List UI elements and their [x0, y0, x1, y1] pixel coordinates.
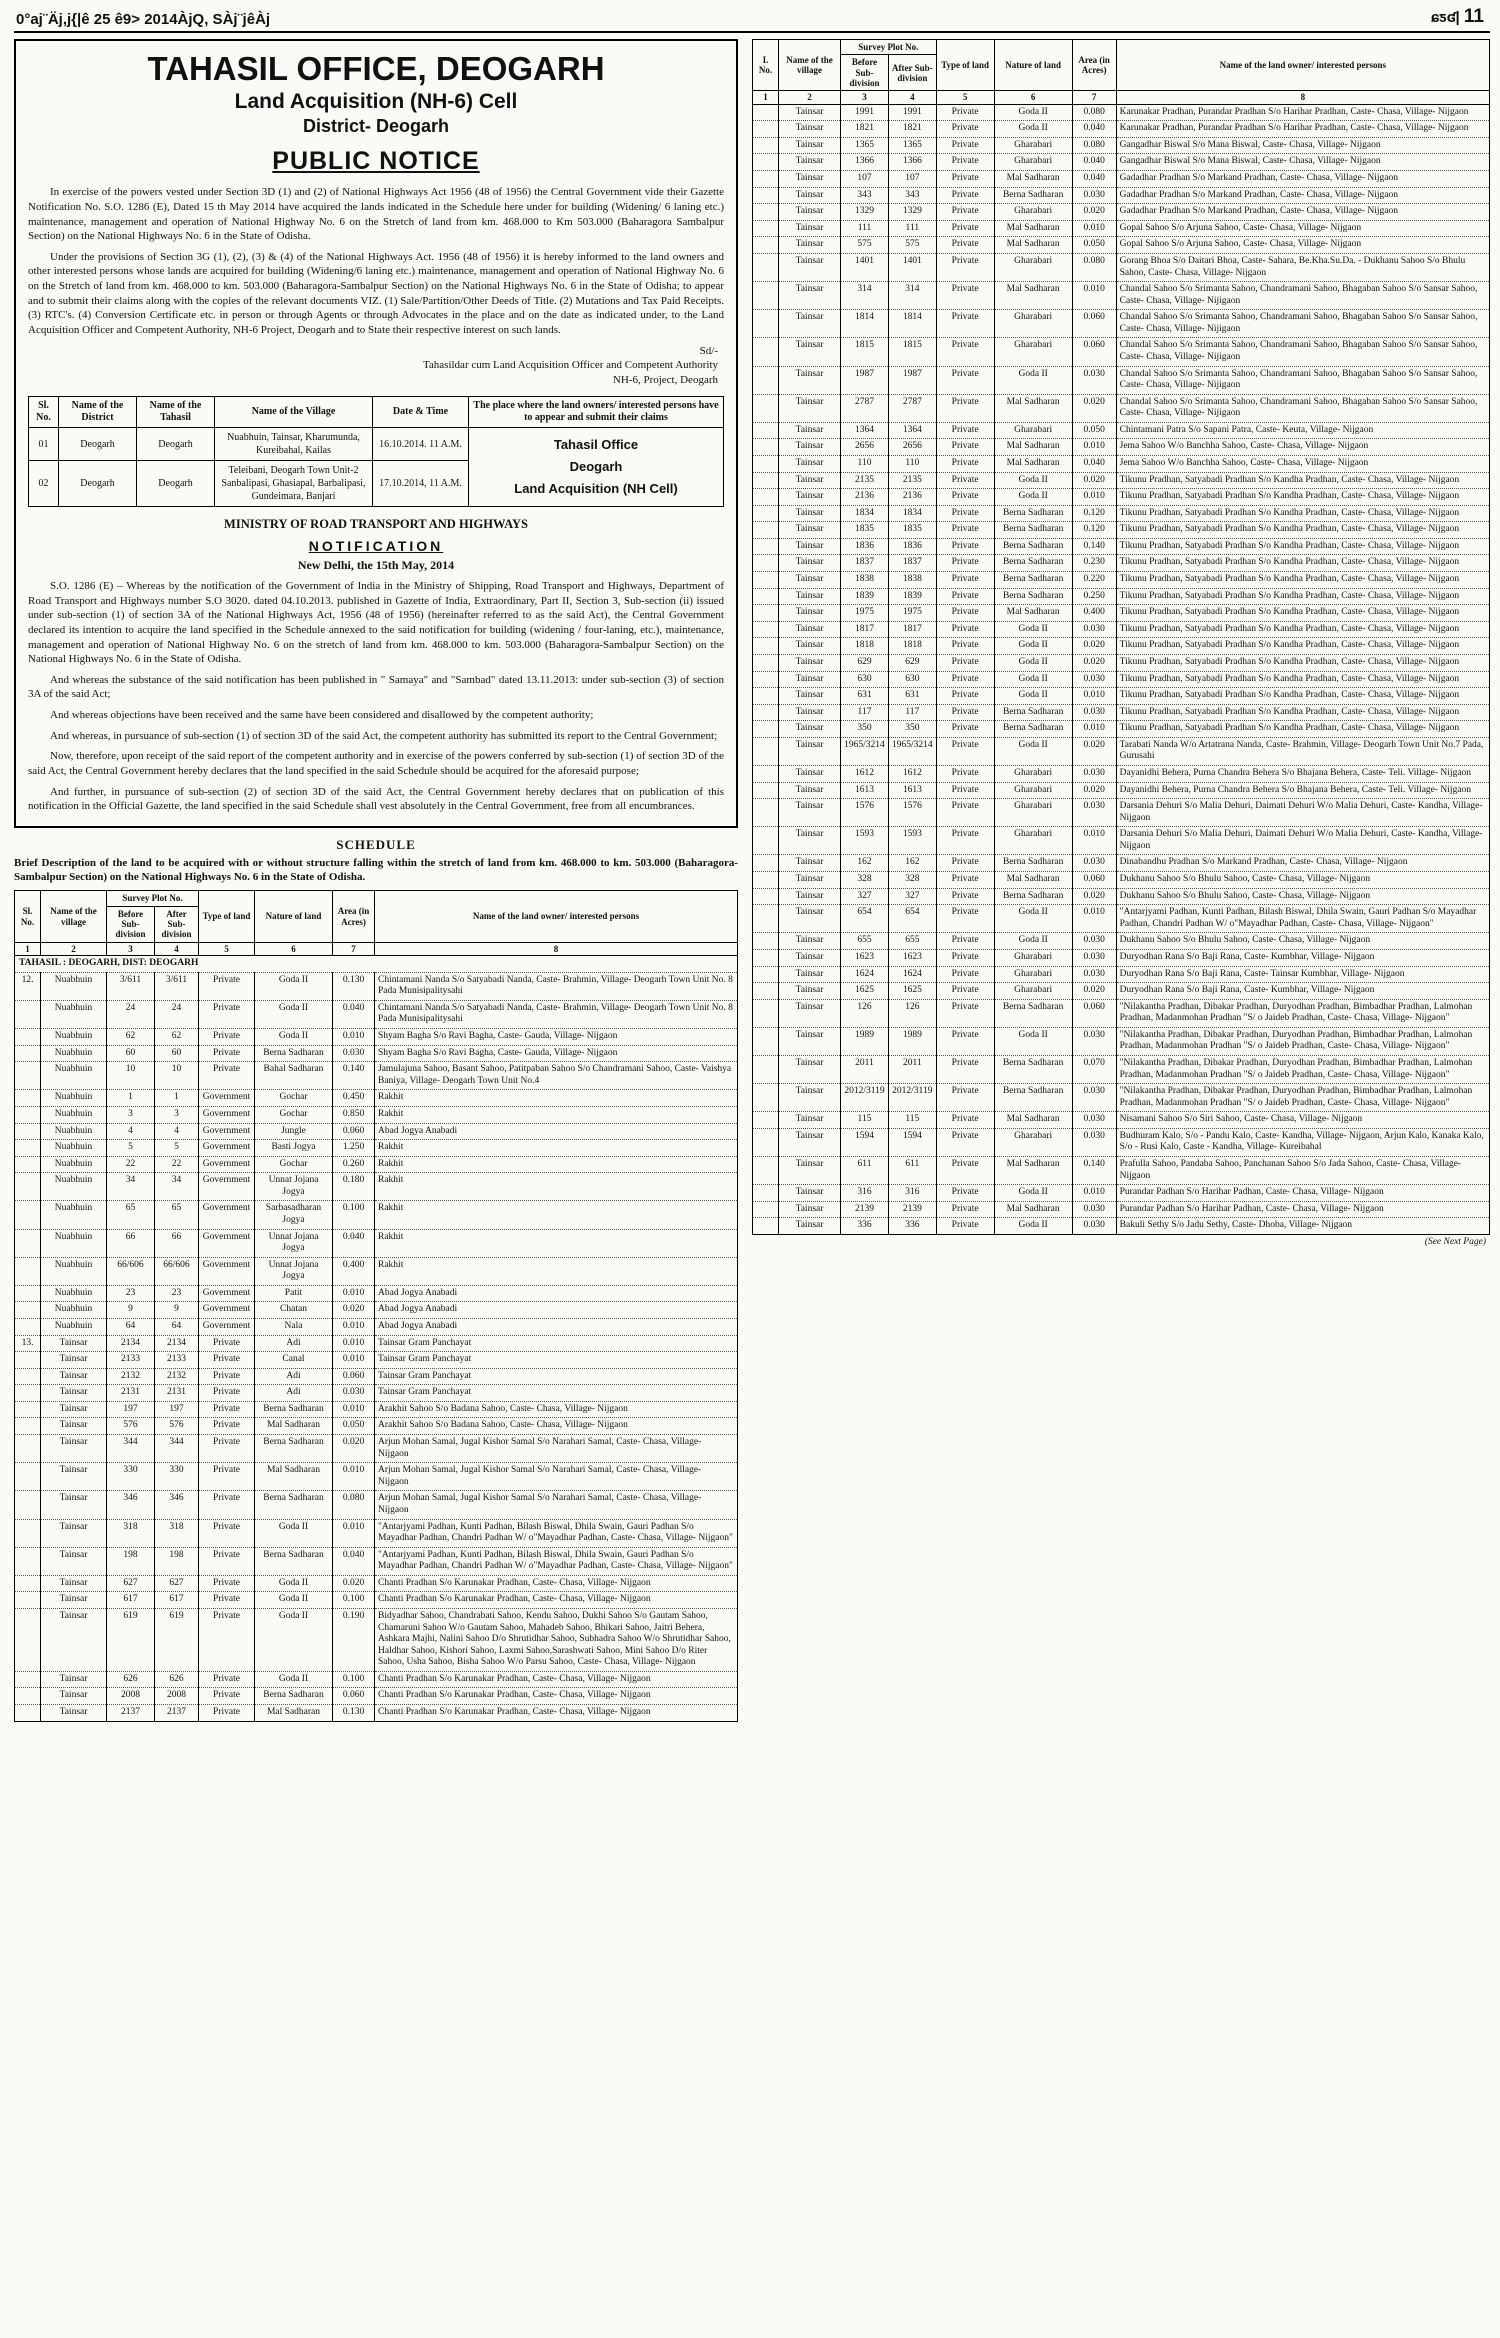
- table-row: Nuabhuin 5 5 Government Basti Jogya 1.250 Rakhit: [15, 1140, 738, 1157]
- table-row: Tainsar 576 576 Private Mal Sadharan 0.050 Arakhit Sahoo S/o Badana Sahoo, Caste- Chasa, Village- Nijgaon: [15, 1418, 738, 1435]
- table-row: Tainsar 330 330 Private Mal Sadharan 0.010 Arjun Mohan Samal, Jugal Kishor Samal S/o Narahari Samal, Caste- Chasa, Village- Nijgaon: [15, 1463, 738, 1491]
- ministry-paragraph: S.O. 1286 (E) – Whereas by the notification of the Government of India in the Ministry of Shipping, Road Transport and Highways, Department of Road Transport and Highways number S.O 3020. dated 04.10.2013. published in Gazette of India, Extraordinary, Part II, Section 3, Sub-section (ii) issued under sub-section (1) of section 3A of the National Highways Act, 1956 (48 of 1956) (hereinafter referred to as the said Act), the Central Government declared its intention to acquire the land specified in the Schedule annexed to the said notification for building (widening / four-laning, etc.), maintenance, management and operation of National Highway No. 6 on the stretch of land from km. 468.000 to km. 503.000 (Baharagora-Sambalpur Section) on the National Highways No. 6 in the State of Odisha.: [28, 580, 724, 666]
- table-row: Tainsar 630 630 Private Goda II 0.030 Tikunu Pradhan, Satyabadi Pradhan S/o Kandha Pradhan, Caste- Chasa, Village- Nijgaon: [753, 671, 1490, 688]
- table-row: Tainsar 1837 1837 Private Berna Sadharan 0.230 Tikunu Pradhan, Satyabadi Pradhan S/o Kandha Pradhan, Caste- Chasa, Village- Nijgaon: [753, 555, 1490, 572]
- sched-header-area: Area (in Acres): [333, 891, 375, 942]
- table-row: Tainsar 1838 1838 Private Berna Sadharan 0.220 Tikunu Pradhan, Satyabadi Pradhan S/o Kandha Pradhan, Caste- Chasa, Village- Nijgaon: [753, 572, 1490, 589]
- tahasil-section-row: TAHASIL : DEOGARH, DIST: DEOGARH: [15, 956, 738, 973]
- table-row: Tainsar 107 107 Private Mal Sadharan 0.040 Gadadhar Pradhan S/o Markand Pradhan, Caste- Chasa, Village- Nijgaon: [753, 171, 1490, 188]
- sched-header-type: Type of land: [936, 40, 994, 91]
- table-row: Nuabhuin 62 62 Private Goda II 0.010 Shyam Bagha S/o Ravi Bagha, Caste- Gauda, Village- Nijgaon: [15, 1029, 738, 1046]
- ministry-paragraph: And whereas the substance of the said notification has been published in " Samaya" and "Sambad" dated 13.11.2013: under sub-section (3) of section 3A of the said Act;: [28, 673, 724, 701]
- table-row: Tainsar 2011 2011 Private Berna Sadharan 0.070 "Nilakantha Pradhan, Dibakar Pradhan, Duryodhan Pradhan, Bimbadhar Pradhan, Lalmohan Pradhan, Madanmohan Pradhan "S/ o Jaideb Pradhan, Caste- Chasa, Village- Nijgaon": [753, 1055, 1490, 1083]
- district-subtitle: District- Deogarh: [302, 116, 450, 137]
- sched-header-sl: I. No.: [753, 40, 779, 91]
- claims-header-datetime: Date & Time: [373, 397, 469, 428]
- table-row: Tainsar 336 336 Private Goda II 0.030 Bakuli Sethy S/o Jadu Sethy, Caste- Dhoba, Village- Nijgaon: [753, 1218, 1490, 1235]
- table-row: Nuabhuin 64 64 Government Nala 0.010 Abad Jogya Anabadi: [15, 1319, 738, 1336]
- claims-header-tahasil: Name of the Tahasil: [137, 397, 215, 428]
- signature-designation: Tahasildar cum Land Acquisition Officer and Competent Authority: [422, 359, 718, 372]
- left-column: [14, 39, 738, 1722]
- table-row: Tainsar 346 346 Private Berna Sadharan 0.080 Arjun Mohan Samal, Jugal Kishor Samal S/o Narahari Samal, Caste- Chasa, Village- Nijgaon: [15, 1491, 738, 1519]
- signature-sd: Sd/-: [699, 344, 718, 357]
- sched-header-sl: Sl. No.: [15, 891, 41, 942]
- sched-header-owner: Name of the land owner/ interested persons: [375, 891, 738, 942]
- table-row: Tainsar 1594 1594 Private Gharabari 0.030 Budhuram Kalo, S/o - Pandu Kalo, Caste- Kandha, Village- Nijgaon, Arjun Kalo, Kanaka Kalo, S/o - Rusi Kalo, Caste - Kandha, Village- Kureibahal: [753, 1128, 1490, 1156]
- table-row: Tainsar 575 575 Private Mal Sadharan 0.050 Gopal Sahoo S/o Arjuna Sahoo, Caste- Chasa, Village- Nijgaon: [753, 237, 1490, 254]
- table-row: Tainsar 316 316 Private Goda II 0.010 Purandar Padhan S/o Harihar Padhan, Caste- Chasa, Village- Nijgaon: [753, 1185, 1490, 1202]
- table-row: Tainsar 2133 2133 Private Canal 0.010 Tainsar Gram Panchayat: [15, 1352, 738, 1369]
- notification-dateline: New Delhi, the 15th May, 2014: [297, 558, 455, 573]
- table-row: 13. Tainsar 2134 2134 Private Adi 0.010 Tainsar Gram Panchayat: [15, 1335, 738, 1352]
- table-row: Tainsar 2656 2656 Private Mal Sadharan 0.010 Jema Sahoo W/o Banchha Sahoo, Caste- Chasa, Village- Nijgaon: [753, 439, 1490, 456]
- table-row: Tainsar 1623 1623 Private Gharabari 0.030 Duryodhan Rana S/o Baji Rana, Caste- Kumbhar, Village- Nijgaon: [753, 949, 1490, 966]
- ministry-paragraph: And whereas, in pursuance of sub-section (1) of section 3D of the said Act, the competent authority has submitted its report to the Central Government;: [50, 729, 718, 742]
- right-column: [752, 39, 1490, 1722]
- see-next-page-note: (See Next Page): [1424, 1236, 1486, 1247]
- table-row: Tainsar 197 197 Private Berna Sadharan 0.010 Arakhit Sahoo S/o Badana Sahoo, Caste- Chasa, Village- Nijgaon: [15, 1401, 738, 1418]
- table-row: Nuabhuin 23 23 Government Patit 0.010 Abad Jogya Anabadi: [15, 1285, 738, 1302]
- table-row: Tainsar 1818 1818 Private Goda II 0.020 Tikunu Pradhan, Satyabadi Pradhan S/o Kandha Pradhan, Caste- Chasa, Village- Nijgaon: [753, 638, 1490, 655]
- table-row: Nuabhuin 24 24 Private Goda II 0.040 Chintamani Nanda S/o Satyabadi Nanda, Caste- Brahmin, Village- Deogarh Town Unit No. 8 Pada Munisipalitysahi: [15, 1000, 738, 1028]
- signature-block: [28, 344, 718, 389]
- table-row: Tainsar 198 198 Private Berna Sadharan 0.040 "Antarjyami Padhan, Kunti Padhan, Bilash Biswal, Dhila Swain, Gauri Padhan S/o Mayadhar Padhan, Chandri Padhan W/ o"Mayadhar Padhan, Caste- Chasa, Village- Nijgaon": [15, 1547, 738, 1575]
- table-row: Tainsar 314 314 Private Mal Sadharan 0.010 Chandal Sahoo S/o Srimanta Sahoo, Chandramani Sahoo, Bhagaban Sahoo S/o Sansar Sahoo, Caste- Chasa, Village- Nijigaon: [753, 282, 1490, 310]
- ministry-paragraph: And whereas objections have been received and the same have been considered and disallowed by the competent authority;: [50, 709, 594, 722]
- table-row: Nuabhuin 9 9 Government Chatan 0.020 Abad Jogya Anabadi: [15, 1302, 738, 1319]
- table-row: Tainsar 1839 1839 Private Berna Sadharan 0.250 Tikunu Pradhan, Satyabadi Pradhan S/o Kandha Pradhan, Caste- Chasa, Village- Nijgaon: [753, 588, 1490, 605]
- notice-paragraph-1: In exercise of the powers vested under Section 3D (1) and (2) of National Highways Act 1956 (48 of 1956) the Central Government vide their Gazette Notification No. S.O. 1286 (E), Dated 15 th May 2014 have acquired the lands indicated in the Schedule here under for building (Widening/ 6 laning etc.) maintenance, management and operation of National Highway No. 6 on the Stretch of land from km. 468.000 to Km 503.000 (Baharagora Sambalpur Section) on the National Highways No. 6 in the State of Odisha.: [28, 186, 724, 243]
- table-row: Tainsar 1593 1593 Private Gharabari 0.010 Darsania Dehuri S/o Malia Dehuri, Daimati Dehuri W/o Malia Dehuri, Caste- Kandha, Village- Nijgaon: [753, 827, 1490, 855]
- claims-header-village: Name of the Village: [215, 397, 373, 428]
- table-row: Tainsar 328 328 Private Mal Sadharan 0.060 Dukhanu Sahoo S/o Bhulu Sahoo, Caste- Chasa, Village- Nijgaon: [753, 872, 1490, 889]
- sched-header-area: Area (in Acres): [1072, 40, 1116, 91]
- hearing-place-cell: Tahasil Office Deogarh Land Acquisition (NH Cell): [469, 428, 724, 507]
- table-row: Tainsar 629 629 Private Goda II 0.020 Tikunu Pradhan, Satyabadi Pradhan S/o Kandha Pradhan, Caste- Chasa, Village- Nijgaon: [753, 654, 1490, 671]
- table-row: Tainsar 611 611 Private Mal Sadharan 0.140 Prafulla Sahoo, Pandaba Sahoo, Panchanan Sahoo S/o Jada Sahoo, Caste- Chasa, Village- Nijgaon: [753, 1157, 1490, 1185]
- table-row: Tainsar 1835 1835 Private Berna Sadharan 0.120 Tikunu Pradhan, Satyabadi Pradhan S/o Kandha Pradhan, Caste- Chasa, Village- Nijgaon: [753, 522, 1490, 539]
- sched-header-owner: Name of the land owner/ interested persons: [1116, 40, 1489, 91]
- table-row: Tainsar 1401 1401 Private Gharabari 0.080 Gorang Bhoa S/o Daitari Bhoa, Caste- Sahara, Be.Kha.Su.Da. - Dukhanu Sahoo S/o Bhulu Sahoo, Caste- Chasa, Village- Nijgaon: [753, 253, 1490, 281]
- table-row: Tainsar 655 655 Private Goda II 0.030 Dukhanu Sahoo S/o Bhulu Sahoo, Caste- Chasa, Village- Nijgaon: [753, 933, 1490, 950]
- table-row: Tainsar 115 115 Private Mal Sadharan 0.030 Nisamani Sahoo S/o Siri Sahoo, Caste- Chasa, Village- Nijgaon: [753, 1112, 1490, 1129]
- table-row: Nuabhuin 65 65 Government Sarbasadharan Jogya 0.100 Rakhit: [15, 1201, 738, 1229]
- ministry-heading: MINISTRY OF ROAD TRANSPORT AND HIGHWAYS: [224, 517, 528, 532]
- table-row: Nuabhuin 4 4 Government Jungle 0.060 Abad Jogya Anabadi: [15, 1123, 738, 1140]
- table-row: Nuabhuin 22 22 Government Gochar 0.260 Rakhit: [15, 1156, 738, 1173]
- table-row: Tainsar 1965/3214 1965/3214 Private Goda II 0.020 Tarabati Nanda W/o Artatrana Nanda, Caste- Brahmin, Village- Deogarh Town Unit No.7 Pada, Gurusahi: [753, 737, 1490, 765]
- table-row: Tainsar 1365 1365 Private Gharabari 0.080 Gangadhar Biswal S/o Mana Biswal, Caste- Chasa, Village- Nijgaon: [753, 137, 1490, 154]
- table-row: Tainsar 2139 2139 Private Mal Sadharan 0.030 Purandar Padhan S/o Harihar Padhan, Caste- Chasa, Village- Nijgaon: [753, 1201, 1490, 1218]
- table-row: Tainsar 617 617 Private Goda II 0.100 Chanti Pradhan S/o Karunakar Pradhan, Caste- Chasa, Village- Nijgaon: [15, 1592, 738, 1609]
- table-row: Nuabhuin 34 34 Government Unnat Jojana Jogya 0.180 Rakhit: [15, 1173, 738, 1201]
- table-row: Tainsar 1975 1975 Private Mal Sadharan 0.400 Tikunu Pradhan, Satyabadi Pradhan S/o Kandha Pradhan, Caste- Chasa, Village- Nijgaon: [753, 605, 1490, 622]
- table-row: Tainsar 1366 1366 Private Gharabari 0.040 Gangadhar Biswal S/o Mana Biswal, Caste- Chasa, Village- Nijgaon: [753, 154, 1490, 171]
- sched-header-village: Name of the village: [779, 40, 841, 91]
- table-row: Tainsar 1624 1624 Private Gharabari 0.030 Duryodhan Rana S/o Baji Rana, Caste- Tainsar Kumbhar, Village- Nijgaon: [753, 966, 1490, 983]
- ministry-paragraph: And further, in pursuance of sub-section (2) of section 3D of the said Act, the Central Government hereby declares that on publication of this notification in the Official Gazette, the land specified in the said Schedule shall vest absolutely in the Central Government, free from all encumbrances.: [28, 785, 724, 813]
- table-row: Nuabhuin 3 3 Government Gochar 0.850 Rakhit: [15, 1106, 738, 1123]
- table-row: Nuabhuin 1 1 Government Gochar 0.450 Rakhit: [15, 1090, 738, 1107]
- sched-header-after: After Sub-division: [155, 906, 199, 942]
- signature-project: NH-6, Project, Deogarh: [612, 374, 718, 387]
- masthead: [14, 4, 1490, 33]
- public-notice-box: [14, 39, 738, 828]
- page-number: ɕƽʛ| 11: [1430, 6, 1484, 27]
- table-row: Tainsar 1625 1625 Private Gharabari 0.020 Duryodhan Rana S/o Baji Rana, Caste- Kumbhar, Village- Nijgaon: [753, 983, 1490, 1000]
- cell-subtitle: Land Acquisition (NH-6) Cell: [234, 90, 518, 114]
- table-row: Tainsar 1329 1329 Private Gharabari 0.020 Gadadhar Pradhan S/o Markand Pradhan, Caste- Chasa, Village- Nijgaon: [753, 204, 1490, 221]
- table-row: Nuabhuin 10 10 Private Bahal Sadharan 0.140 Jamulajuna Sahoo, Basant Sahoo, Patitpaban Sahoo S/o Chandramani Sahoo, Caste- Vaishya Baniya, Village- Deogarh Town Unit No.4: [15, 1062, 738, 1090]
- table-row: Tainsar 1836 1836 Private Berna Sadharan 0.140 Tikunu Pradhan, Satyabadi Pradhan S/o Kandha Pradhan, Caste- Chasa, Village- Nijgaon: [753, 538, 1490, 555]
- table-row: Tainsar 627 627 Private Goda II 0.020 Chanti Pradhan S/o Karunakar Pradhan, Caste- Chasa, Village- Nijgaon: [15, 1575, 738, 1592]
- sched-header-before: Before Sub-division: [841, 55, 889, 91]
- sched-header-before: Before Sub-division: [107, 906, 155, 942]
- table-row: Tainsar 626 626 Private Goda II 0.100 Chanti Pradhan S/o Karunakar Pradhan, Caste- Chasa, Village- Nijgaon: [15, 1671, 738, 1688]
- table-row: Tainsar 2137 2137 Private Mal Sadharan 0.130 Chanti Pradhan S/o Karunakar Pradhan, Caste- Chasa, Village- Nijgaon: [15, 1705, 738, 1722]
- sched-header-type: Type of land: [199, 891, 255, 942]
- table-row: Tainsar 343 343 Private Berna Sadharan 0.030 Gadadhar Pradhan S/o Markand Pradhan, Caste- Chasa, Village- Nijgaon: [753, 187, 1490, 204]
- table-row: Tainsar 162 162 Private Berna Sadharan 0.030 Dinabandhu Pradhan S/o Markand Pradhan, Caste- Chasa, Village- Nijgaon: [753, 855, 1490, 872]
- table-row: Nuabhuin 66/606 66/606 Government Unnat Jojana Jogya 0.400 Rakhit: [15, 1257, 738, 1285]
- table-row: Tainsar 1987 1987 Private Goda II 0.030 Chandal Sahoo S/o Srimanta Sahoo, Chandramani Sahoo, Bhagaban Sahoo S/o Sansar Sahoo, Caste- Chasa, Village- Nijigaon: [753, 366, 1490, 394]
- ministry-paragraph: Now, therefore, upon receipt of the said report of the competent authority and in exercise of the powers conferred by sub-section (1) of section 3D of the said Act, the Central Government hereby declares that the land specified in the said Schedule should be acquired for the aforesaid purpose;: [28, 750, 724, 777]
- table-row: Tainsar 111 111 Private Mal Sadharan 0.010 Gopal Sahoo S/o Arjuna Sahoo, Caste- Chasa, Village- Nijgaon: [753, 220, 1490, 237]
- table-row: Tainsar 327 327 Private Berna Sadharan 0.020 Dukhanu Sahoo S/o Bhulu Sahoo, Caste- Chasa, Village- Nijgaon: [753, 888, 1490, 905]
- table-row: Tainsar 1834 1834 Private Berna Sadharan 0.120 Tikunu Pradhan, Satyabadi Pradhan S/o Kandha Pradhan, Caste- Chasa, Village- Nijgaon: [753, 505, 1490, 522]
- table-row: Tainsar 126 126 Private Berna Sadharan 0.060 "Nilakantha Pradhan, Dibakar Pradhan, Duryodhan Pradhan, Bimbadhar Pradhan, Lalmohan Pradhan, Madanmohan Pradhan "S/ o Jaideb Pradhan, Caste- Chasa, Village- Nijgaon": [753, 999, 1490, 1027]
- schedule-heading: SCHEDULE: [336, 836, 416, 852]
- public-notice-heading: PUBLIC NOTICE: [272, 147, 480, 176]
- table-row: 02 Deogarh Deogarh Teleibani, Deogarh Town Unit-2 Sanbalipasi, Ghasiapal, Barbalipasi, Gundeimara, Banjari 17.10.2014, 11 A.M.: [29, 461, 724, 507]
- claims-header-district: Name of the District: [59, 397, 137, 428]
- schedule-table-left: Sl. No. Name of the village Survey Plot No. Type of land Nature of land Area (in Acres) Name of the land owner/ interested persons Before Sub-division After Sub-division 1 2 3 4 5 6 7 8 TAHASIL : DEOGARH, DIST: DEOGARH 12. Nuabhuin 3/611 3/611 Private Goda II 0.130 Chintamani Nanda S/o Satyabadi Nanda, Caste- Brahmin, Village- Deogarh Town Unit No. 8 Pada Munisipalitysahi Nuabhuin 24 24 Private Goda II 0.040 Chintamani Nanda S/o Satyabadi Nanda, Caste- Brahmin, Village- Deogarh Town Unit No. 8 Pada Munisipalitysahi Nuabhuin 62 62 Private Goda II 0.010 Shyam Bagha S/o Ravi Bagha, Caste- Gauda, Village- Nijgaon Nuabhuin 60 60 Private Berna Sadharan 0.030 Shyam Bagha S/o Ravi Bagha, Caste- Gauda, Village- Nijgaon Nuabhuin 10 10 Private Bahal Sadharan 0.140 Jamulajuna Sahoo, Basant Sahoo, Patitpaban Sahoo S/o Chandramani Sahoo, Caste- Vaishya Baniya, Village- Deogarh Town Unit No.4 Nuabhuin 1 1 Government Gochar 0.450 Rakhit Nuabhuin 3 3 Government Gochar 0.850 Rakhit Nuabhuin 4 4 Government Jungle 0.060 Abad Jogya Anabadi Nuabhuin 5 5 Government Basti Jogya 1.250 Rakhit Nuabhuin 22 22 Government Gochar 0.260 Rakhit Nuabhuin 34 34 Government Unnat Jojana Jogya 0.180 Rakhit Nuabhuin 65 65 Government Sarbasadharan Jogya 0.100 Rakhit Nuabhuin 66 66 Government Unnat Jojana Jogya 0.040 Rakhit Nuabhuin 66/606 66/606 Government Unnat Jojana Jogya 0.400 Rakhit Nuabhuin 23 23 Government Patit 0.010 Abad Jogya Anabadi Nuabhuin 9 9 Government Chatan 0.020 Abad Jogya Anabadi Nuabhuin 64 64 Government Nala 0.010 Abad Jogya Anabadi 13. Tainsar 2134 2134 Private Adi 0.010 Tainsar Gram Panchayat Tainsar 2133 2133 Private Canal 0.010 Tainsar Gram Panchayat Tainsar 2132 2132 Private Adi 0.060 Tainsar Gram Panchayat Tainsar 2131 2131 Private Adi 0.030 Tainsar Gram Panchayat Tainsar 197 197 Private Berna Sadharan 0.010 Arakhit Sahoo S/o Badana Sahoo, Caste- Chasa, Village- Nijgaon Tainsar 576 576 Private Mal Sadharan 0.050 Arakhit Sahoo S/o Badana Sahoo, Caste- Chasa, Village- Nijgaon Tainsar 344 344 Private Berna Sadharan 0.020 Arjun Mohan Samal, Jugal Kishor Samal S/o Narahari Samal, Caste- Chasa, Village- Nijgaon Tainsar 330 330 Private Mal Sadharan 0.010 Arjun Mohan Samal, Jugal Kishor Samal S/o Narahari Samal, Caste- Chasa, Village- Nijgaon Tainsar 346 346 Private Berna Sadharan 0.080 Arjun Mohan Samal, Jugal Kishor Samal S/o Narahari Samal, Caste- Chasa, Village- Nijgaon Tainsar 318 318 Private Goda II 0.010 "Antarjyami Padhan, Kunti Padhan, Bilash Biswal, Dhila Swain, Gauri Padhan S/o Mayadhar Padhan, Chandri Padhan W/ o"Mayadhar Padhan, Caste- Chasa, Village- Nijgaon" Tainsar 198 198 Private Berna Sadharan 0.040 "Antarjyami Padhan, Kunti Padhan, Bilash Biswal, Dhila Swain, Gauri Padhan S/o Mayadhar Padhan, Chandri Padhan W/ o"Mayadhar Padhan, Caste- Chasa, Village- Nijgaon" Tainsar 627 627 Private Goda II 0.020 Chanti Pradhan S/o Karunakar Pradhan, Caste- Chasa, Village- Nijgaon Tainsar 617 617 Private Goda II 0.100 Chanti Pradhan S/o Karunakar Pradhan, Caste- Chasa, Village- Nijgaon Tainsar 619 619 Private Goda II 0.190 Bidyadhar Sahoo, Chandrabati Sahoo, Kendu Sahoo, Dukhi Sahoo S/o Gautam Sahoo, Chamaruni Sahoo W/o Gautam Sahoo, Mahadeb Sahoo, Bhikari Sahoo, Jaitri Behera, Ashkara Majhi, Nalini Sahoo D/o Shrutidhar Sahoo, Subhadra Sahoo W/o Shrutidhar Sahoo, Haldhar Sahoo, Kishori Sahoo, Laxmi Sahoo,Sarashwati Sahoo, Mini Sahoo D/o Riter Sahoo, Usha Sahoo, Bisha Sahoo W/o Parsu Sahoo, Caste- Chasa, Village- Nijgaon Tainsar 626 626 Private Goda II 0.100 Chanti Pradhan S/o Karunakar Pradhan, Caste- Chasa, Village- Nijgaon Tainsar 2008 2008 Private Berna Sadharan 0.060 Chanti Pradhan S/o Karunakar Pradhan, Caste- Chasa, Village- Nijgaon Tainsar 2137 2137 Private Mal Sadharan 0.130 Chanti Pradhan S/o Karunakar Pradhan, Caste- Chasa, Village- Nijgaon: [14, 890, 738, 1721]
- table-row: 01 Deogarh Deogarh Nuabhuin, Tainsar, Kharumunda, Kureibahal, Kailas 16.10.2014. 11 A.M. Tahasil Office Deogarh Land Acquisition (NH Cell): [29, 428, 724, 461]
- masthead-date-text: 0°aj¨Äj,j{|ê 25 ê9> 2014ÀjQ, SÀj¨jêÀj: [16, 11, 271, 28]
- sched-header-after: After Sub-division: [889, 55, 937, 91]
- table-row: Nuabhuin 60 60 Private Berna Sadharan 0.030 Shyam Bagha S/o Ravi Bagha, Caste- Gauda, Village- Nijgaon: [15, 1045, 738, 1062]
- table-row: Tainsar 1815 1815 Private Gharabari 0.060 Chandal Sahoo S/o Srimanta Sahoo, Chandramani Sahoo, Bhagaban Sahoo S/o Sansar Sahoo, Caste- Chasa, Village- Nijigaon: [753, 338, 1490, 366]
- table-row: Tainsar 350 350 Private Berna Sadharan 0.010 Tikunu Pradhan, Satyabadi Pradhan S/o Kandha Pradhan, Caste- Chasa, Village- Nijgaon: [753, 721, 1490, 738]
- table-row: Tainsar 1576 1576 Private Gharabari 0.030 Darsania Dehuri S/o Malia Dehuri, Daimati Dehuri W/o Malia Dehuri, Caste- Kandha, Village- Nijgaon: [753, 799, 1490, 827]
- notification-heading: NOTIFICATION: [308, 538, 444, 555]
- table-row: Tainsar 619 619 Private Goda II 0.190 Bidyadhar Sahoo, Chandrabati Sahoo, Kendu Sahoo, Dukhi Sahoo S/o Gautam Sahoo, Chamaruni Sahoo W/o Gautam Sahoo, Mahadeb Sahoo, Bhikari Sahoo, Jaitri Behera, Ashkara Majhi, Nalini Sahoo D/o Shrutidhar Sahoo, Subhadra Sahoo W/o Shrutidhar Sahoo, Haldhar Sahoo, Kishori Sahoo, Laxmi Sahoo,Sarashwati Sahoo, Mini Sahoo D/o Riter Sahoo, Usha Sahoo, Bisha Sahoo W/o Parsu Sahoo, Caste- Chasa, Village- Nijgaon: [15, 1609, 738, 1672]
- table-row: Tainsar 2132 2132 Private Adi 0.060 Tainsar Gram Panchayat: [15, 1368, 738, 1385]
- office-title: TAHASIL OFFICE, DEOGARH: [147, 50, 605, 87]
- table-row: Tainsar 1821 1821 Private Goda II 0.040 Karunakar Pradhan, Purandar Pradhan S/o Harihar Pradhan, Caste- Chasa, Village- Nijgaon: [753, 121, 1490, 138]
- sched-header-survey: Survey Plot No.: [107, 891, 199, 906]
- sched-header-survey: Survey Plot No.: [841, 40, 937, 55]
- table-row: Tainsar 2787 2787 Private Mal Sadharan 0.020 Chandal Sahoo S/o Srimanta Sahoo, Chandramani Sahoo, Bhagaban Sahoo S/o Sansar Sahoo, Caste- Chasa, Village- Nijigaon: [753, 394, 1490, 422]
- claims-header-sl: Sl. No.: [29, 397, 59, 428]
- notice-paragraph-2: Under the provisions of Section 3G (1), (2), (3) & (4) of the National Highways Act. 1956 (48 of 1956) it is hereby informed to the land owners and other interested persons whose lands are acquired for building (Widening/6 laning etc.) maintenance, management and operation of National Highway No. 6 on the Stretch of land from km. 468.000 to km. 503.000 (Baharagora-Sambalpur Section) on the National Highways No. 6 in the State of Odisha; to appear and to submit their claims along with the copies of the relevant documents VIZ. (1) Sale/Partition/Other Deeds of Title. (2) Mutations and Tax Paid Receipts. (3) RTC's. (4) Conversion Certificate etc. in person or through Agents or through Advocates in the place and on the date as indicated under, to the Land Acquisition Officer and Competent Authority, NH-6 Project, Deogarh and to State their respective interest on such lands.: [28, 250, 724, 336]
- table-row: Tainsar 318 318 Private Goda II 0.010 "Antarjyami Padhan, Kunti Padhan, Bilash Biswal, Dhila Swain, Gauri Padhan S/o Mayadhar Padhan, Chandri Padhan W/ o"Mayadhar Padhan, Caste- Chasa, Village- Nijgaon": [15, 1519, 738, 1547]
- sched-header-nature: Nature of land: [255, 891, 333, 942]
- claims-header-place: The place where the land owners/ interested persons have to appear and submit their claims: [469, 397, 724, 428]
- table-row: Tainsar 117 117 Private Berna Sadharan 0.030 Tikunu Pradhan, Satyabadi Pradhan S/o Kandha Pradhan, Caste- Chasa, Village- Nijgaon: [753, 704, 1490, 721]
- table-row: Tainsar 1612 1612 Private Gharabari 0.030 Dayanidhi Behera, Purna Chandra Behera S/o Bhajana Behera, Caste- Teli. Village- Nijgaon: [753, 766, 1490, 783]
- table-row: Tainsar 1991 1991 Private Goda II 0.080 Karunakar Pradhan, Purandar Pradhan S/o Harihar Pradhan, Caste- Chasa, Village- Nijgaon: [753, 104, 1490, 121]
- table-row: Tainsar 2131 2131 Private Adi 0.030 Tainsar Gram Panchayat: [15, 1385, 738, 1402]
- sched-header-village: Name of the village: [41, 891, 107, 942]
- table-row: Tainsar 110 110 Private Mal Sadharan 0.040 Jema Sahoo W/o Banchha Sahoo, Caste- Chasa, Village- Nijgaon: [753, 456, 1490, 473]
- table-row: Tainsar 2135 2135 Private Goda II 0.020 Tikunu Pradhan, Satyabadi Pradhan S/o Kandha Pradhan, Caste- Chasa, Village- Nijgaon: [753, 472, 1490, 489]
- table-row: Tainsar 1989 1989 Private Goda II 0.030 "Nilakantha Pradhan, Dibakar Pradhan, Duryodhan Pradhan, Bimbadhar Pradhan, Lalmohan Pradhan, Madanmohan Pradhan "S/ o Jaideb Pradhan, Caste- Chasa, Village- Nijgaon": [753, 1027, 1490, 1055]
- table-row: Tainsar 1814 1814 Private Gharabari 0.060 Chandal Sahoo S/o Srimanta Sahoo, Chandramani Sahoo, Bhagaban Sahoo S/o Sansar Sahoo, Caste- Chasa, Village- Nijigaon: [753, 310, 1490, 338]
- schedule-table-right: I. No. Name of the village Survey Plot No. Type of land Nature of land Area (in Acres) Name of the land owner/ interested persons Before Sub-division After Sub-division 1 2 3 4 5 6 7 8 Tainsar 1991 1991 Private Goda II 0.080 Karunakar Pradhan, Purandar Pradhan S/o Harihar Pradhan, Caste- Chasa, Village- Nijgaon Tainsar 1821 1821 Private Goda II 0.040 Karunakar Pradhan, Purandar Pradhan S/o Harihar Pradhan, Caste- Chasa, Village- Nijgaon Tainsar 1365 1365 Private Gharabari 0.080 Gangadhar Biswal S/o Mana Biswal, Caste- Chasa, Village- Nijgaon Tainsar 1366 1366 Private Gharabari 0.040 Gangadhar Biswal S/o Mana Biswal, Caste- Chasa, Village- Nijgaon Tainsar 107 107 Private Mal Sadharan 0.040 Gadadhar Pradhan S/o Markand Pradhan, Caste- Chasa, Village- Nijgaon Tainsar 343 343 Private Berna Sadharan 0.030 Gadadhar Pradhan S/o Markand Pradhan, Caste- Chasa, Village- Nijgaon Tainsar 1329 1329 Private Gharabari 0.020 Gadadhar Pradhan S/o Markand Pradhan, Caste- Chasa, Village- Nijgaon Tainsar 111 111 Private Mal Sadharan 0.010 Gopal Sahoo S/o Arjuna Sahoo, Caste- Chasa, Village- Nijgaon Tainsar 575 575 Private Mal Sadharan 0.050 Gopal Sahoo S/o Arjuna Sahoo, Caste- Chasa, Village- Nijgaon Tainsar 1401 1401 Private Gharabari 0.080 Gorang Bhoa S/o Daitari Bhoa, Caste- Sahara, Be.Kha.Su.Da. - Dukhanu Sahoo S/o Bhulu Sahoo, Caste- Chasa, Village- Nijgaon Tainsar 314 314 Private Mal Sadharan 0.010 Chandal Sahoo S/o Srimanta Sahoo, Chandramani Sahoo, Bhagaban Sahoo S/o Sansar Sahoo, Caste- Chasa, Village- Nijigaon Tainsar 1814 1814 Private Gharabari 0.060 Chandal Sahoo S/o Srimanta Sahoo, Chandramani Sahoo, Bhagaban Sahoo S/o Sansar Sahoo, Caste- Chasa, Village- Nijigaon Tainsar 1815 1815 Private Gharabari 0.060 Chandal Sahoo S/o Srimanta Sahoo, Chandramani Sahoo, Bhagaban Sahoo S/o Sansar Sahoo, Caste- Chasa, Village- Nijigaon Tainsar 1987 1987 Private Goda II 0.030 Chandal Sahoo S/o Srimanta Sahoo, Chandramani Sahoo, Bhagaban Sahoo S/o Sansar Sahoo, Caste- Chasa, Village- Nijigaon Tainsar 2787 2787 Private Mal Sadharan 0.020 Chandal Sahoo S/o Srimanta Sahoo, Chandramani Sahoo, Bhagaban Sahoo S/o Sansar Sahoo, Caste- Chasa, Village- Nijigaon Tainsar 1364 1364 Private Gharabari 0.050 Chintamani Patra S/o Sapani Patra, Caste- Keuta, Village- Nijgaon Tainsar 2656 2656 Private Mal Sadharan 0.010 Jema Sahoo W/o Banchha Sahoo, Caste- Chasa, Village- Nijgaon Tainsar 110 110 Private Mal Sadharan 0.040 Jema Sahoo W/o Banchha Sahoo, Caste- Chasa, Village- Nijgaon Tainsar 2135 2135 Private Goda II 0.020 Tikunu Pradhan, Satyabadi Pradhan S/o Kandha Pradhan, Caste- Chasa, Village- Nijgaon Tainsar 2136 2136 Private Goda II 0.010 Tikunu Pradhan, Satyabadi Pradhan S/o Kandha Pradhan, Caste- Chasa, Village- Nijgaon Tainsar 1834 1834 Private Berna Sadharan 0.120 Tikunu Pradhan, Satyabadi Pradhan S/o Kandha Pradhan, Caste- Chasa, Village- Nijgaon Tainsar 1835 1835 Private Berna Sadharan 0.120 Tikunu Pradhan, Satyabadi Pradhan S/o Kandha Pradhan, Caste- Chasa, Village- Nijgaon Tainsar 1836 1836 Private Berna Sadharan 0.140 Tikunu Pradhan, Satyabadi Pradhan S/o Kandha Pradhan, Caste- Chasa, Village- Nijgaon Tainsar 1837 1837 Private Berna Sadharan 0.230 Tikunu Pradhan, Satyabadi Pradhan S/o Kandha Pradhan, Caste- Chasa, Village- Nijgaon Tainsar 1838 1838 Private Berna Sadharan 0.220 Tikunu Pradhan, Satyabadi Pradhan S/o Kandha Pradhan, Caste- Chasa, Village- Nijgaon Tainsar 1839 1839 Private Berna Sadharan 0.250 Tikunu Pradhan, Satyabadi Pradhan S/o Kandha Pradhan, Caste- Chasa, Village- Nijgaon Tainsar 1975 1975 Private Mal Sadharan 0.400 Tikunu Pradhan, Satyabadi Pradhan S/o Kandha Pradhan, Caste- Chasa, Village- Nijgaon Tainsar 1817 1817 Private Goda II 0.030 Tikunu Pradhan, Satyabadi Pradhan S/o Kandha Pradhan, Caste- Chasa, Village- Nijgaon Tainsar 1818 1818 Private Goda II 0.020 Tikunu Pradhan, Satyabadi Pradhan S/o Kandha Pradhan, Caste- Chasa, Village- Nijgaon Tainsar 629 629 Private Goda II 0.020 Tikunu Pradhan, Satyabadi Pradhan S/o Kandha Pradhan, Caste- Chasa, Village- Nijgaon Tainsar 630 630 Private Goda II 0.030 Tikunu Pradhan, Satyabadi Pradhan S/o Kandha Pradhan, Caste- Chasa, Village- Nijgaon Tainsar 631 631 Private Goda II 0.010 Tikunu Pradhan, Satyabadi Pradhan S/o Kandha Pradhan, Caste- Chasa, Village- Nijgaon Tainsar 117 117 Private Berna Sadharan 0.030 Tikunu Pradhan, Satyabadi Pradhan S/o Kandha Pradhan, Caste- Chasa, Village- Nijgaon Tainsar 350 350 Private Berna Sadharan 0.010 Tikunu Pradhan, Satyabadi Pradhan S/o Kandha Pradhan, Caste- Chasa, Village- Nijgaon Tainsar 1965/3214 1965/3214 Private Goda II 0.020 Tarabati Nanda W/o Artatrana Nanda, Caste- Brahmin, Village- Deogarh Town Unit No.7 Pada, Gurusahi Tainsar 1612 1612 Private Gharabari 0.030 Dayanidhi Behera, Purna Chandra Behera S/o Bhajana Behera, Caste- Teli. Village- Nijgaon Tainsar 1613 1613 Private Gharabari 0.020 Dayanidhi Behera, Purna Chandra Behera S/o Bhajana Behera, Caste- Teli. Village- Nijgaon Tainsar 1576 1576 Private Gharabari 0.030 Darsania Dehuri S/o Malia Dehuri, Daimati Dehuri W/o Malia Dehuri, Caste- Kandha, Village- Nijgaon Tainsar 1593 1593 Private Gharabari 0.010 Darsania Dehuri S/o Malia Dehuri, Daimati Dehuri W/o Malia Dehuri, Caste- Kandha, Village- Nijgaon Tainsar 162 162 Private Berna Sadharan 0.030 Dinabandhu Pradhan S/o Markand Pradhan, Caste- Chasa, Village- Nijgaon Tainsar 328 328 Private Mal Sadharan 0.060 Dukhanu Sahoo S/o Bhulu Sahoo, Caste- Chasa, Village- Nijgaon Tainsar 327 327 Private Berna Sadharan 0.020 Dukhanu Sahoo S/o Bhulu Sahoo, Caste- Chasa, Village- Nijgaon Tainsar 654 654 Private Goda II 0.010 "Antarjyami Padhan, Kunti Padhan, Bilash Biswal, Dhila Swain, Gauri Padhan S/o Mayadhar Padhan, Chandri Padhan W/ o"Mayadhar Padhan, Caste- Chasa, Village- Nijgaon" Tainsar 655 655 Private Goda II 0.030 Dukhanu Sahoo S/o Bhulu Sahoo, Caste- Chasa, Village- Nijgaon Tainsar 1623 1623 Private Gharabari 0.030 Duryodhan Rana S/o Baji Rana, Caste- Kumbhar, Village- Nijgaon Tainsar 1624 1624 Private Gharabari 0.030 Duryodhan Rana S/o Baji Rana, Caste- Tainsar Kumbhar, Village- Nijgaon Tainsar 1625 1625 Private Gharabari 0.020 Duryodhan Rana S/o Baji Rana, Caste- Kumbhar, Village- Nijgaon Tainsar 126 126 Private Berna Sadharan 0.060 "Nilakantha Pradhan, Dibakar Pradhan, Duryodhan Pradhan, Bimbadhar Pradhan, Lalmohan Pradhan, Madanmohan Pradhan "S/ o Jaideb Pradhan, Caste- Chasa, Village- Nijgaon" Tainsar 1989 1989 Private Goda II 0.030 "Nilakantha Pradhan, Dibakar Pradhan, Duryodhan Pradhan, Bimbadhar Pradhan, Lalmohan Pradhan, Madanmohan Pradhan "S/ o Jaideb Pradhan, Caste- Chasa, Village- Nijgaon" Tainsar 2011 2011 Private Berna Sadharan 0.070 "Nilakantha Pradhan, Dibakar Pradhan, Duryodhan Pradhan, Bimbadhar Pradhan, Lalmohan Pradhan, Madanmohan Pradhan "S/ o Jaideb Pradhan, Caste- Chasa, Village- Nijgaon" Tainsar 2012/3119 2012/3119 Private Berna Sadharan 0.030 "Nilakantha Pradhan, Dibakar Pradhan, Duryodhan Pradhan, Bimbadhar Pradhan, Lalmohan Pradhan, Madanmohan Pradhan "S/ o Jaideb Pradhan, Caste- Chasa, Village- Nijgaon" Tainsar 115 115 Private Mal Sadharan 0.030 Nisamani Sahoo S/o Siri Sahoo, Caste- Chasa, Village- Nijgaon Tainsar 1594 1594 Private Gharabari 0.030 Budhuram Kalo, S/o - Pandu Kalo, Caste- Kandha, Village- Nijgaon, Arjun Kalo, Kanaka Kalo, S/o - Rusi Kalo, Caste - Kandha, Village- Kureibahal Tainsar 611 611 Private Mal Sadharan 0.140 Prafulla Sahoo, Pandaba Sahoo, Panchanan Sahoo S/o Jada Sahoo, Caste- Chasa, Village- Nijgaon Tainsar 316 316 Private Goda II 0.010 Purandar Padhan S/o Harihar Padhan, Caste- Chasa, Village- Nijgaon Tainsar 2139 2139 Private Mal Sadharan 0.030 Purandar Padhan S/o Harihar Padhan, Caste- Chasa, Village- Nijgaon Tainsar 336 336 Private Goda II 0.030 Bakuli Sethy S/o Jadu Sethy, Caste- Dhoba, Village- Nijgaon: [752, 39, 1490, 1235]
- table-row: Tainsar 2136 2136 Private Goda II 0.010 Tikunu Pradhan, Satyabadi Pradhan S/o Kandha Pradhan, Caste- Chasa, Village- Nijgaon: [753, 489, 1490, 506]
- table-row: Tainsar 1613 1613 Private Gharabari 0.020 Dayanidhi Behera, Purna Chandra Behera S/o Bhajana Behera, Caste- Teli. Village- Nijgaon: [753, 782, 1490, 799]
- schedule-brief-description: Brief Description of the land to be acquired with or without structure falling within the stretch of land from km. 468.000 to km. 503.000 (Baharagora-Sambalpur Section) on the National Highways No. 6 in the State of Odisha.: [14, 856, 738, 884]
- table-row: Tainsar 1364 1364 Private Gharabari 0.050 Chintamani Patra S/o Sapani Patra, Caste- Keuta, Village- Nijgaon: [753, 422, 1490, 439]
- table-row: Nuabhuin 66 66 Government Unnat Jojana Jogya 0.040 Rakhit: [15, 1229, 738, 1257]
- table-row: Tainsar 1817 1817 Private Goda II 0.030 Tikunu Pradhan, Satyabadi Pradhan S/o Kandha Pradhan, Caste- Chasa, Village- Nijgaon: [753, 621, 1490, 638]
- claims-hearing-table: [28, 396, 724, 507]
- table-row: 12. Nuabhuin 3/611 3/611 Private Goda II 0.130 Chintamani Nanda S/o Satyabadi Nanda, Caste- Brahmin, Village- Deogarh Town Unit No. 8 Pada Munisipalitysahi: [15, 972, 738, 1000]
- table-row: Tainsar 654 654 Private Goda II 0.010 "Antarjyami Padhan, Kunti Padhan, Bilash Biswal, Dhila Swain, Gauri Padhan S/o Mayadhar Padhan, Chandri Padhan W/ o"Mayadhar Padhan, Caste- Chasa, Village- Nijgaon": [753, 905, 1490, 933]
- table-row: Tainsar 2012/3119 2012/3119 Private Berna Sadharan 0.030 "Nilakantha Pradhan, Dibakar Pradhan, Duryodhan Pradhan, Bimbadhar Pradhan, Lalmohan Pradhan, Madanmohan Pradhan "S/ o Jaideb Pradhan, Caste- Chasa, Village- Nijgaon": [753, 1084, 1490, 1112]
- table-row: Tainsar 344 344 Private Berna Sadharan 0.020 Arjun Mohan Samal, Jugal Kishor Samal S/o Narahari Samal, Caste- Chasa, Village- Nijgaon: [15, 1435, 738, 1463]
- sched-header-nature: Nature of land: [994, 40, 1072, 91]
- table-row: Tainsar 631 631 Private Goda II 0.010 Tikunu Pradhan, Satyabadi Pradhan S/o Kandha Pradhan, Caste- Chasa, Village- Nijgaon: [753, 688, 1490, 705]
- table-row: Tainsar 2008 2008 Private Berna Sadharan 0.060 Chanti Pradhan S/o Karunakar Pradhan, Caste- Chasa, Village- Nijgaon: [15, 1688, 738, 1705]
